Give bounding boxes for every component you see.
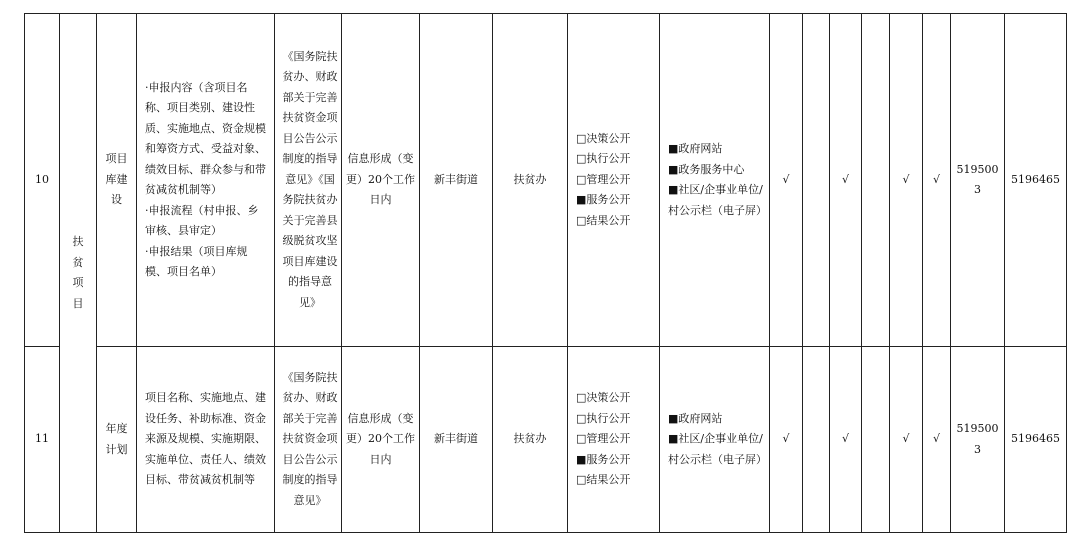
- mark-cell: √: [890, 14, 923, 347]
- category-cell: 扶 贫 项 目: [60, 14, 97, 533]
- dept-cell: 扶贫办: [493, 347, 568, 533]
- item-cell: 年度 计划: [97, 347, 137, 533]
- content-cell: 项目名称、实施地点、建设任务、补助标准、资金来源及规模、实施期限、实施单位、责任人、绩效目标、带贫减贫机制等: [137, 347, 275, 533]
- table-row: [25, 14, 1067, 347]
- basis-cell: 《国务院扶贫办、财政部关于完善扶贫资金项目公告公示制度的指导意见》《国务院扶贫办关于完善县级脱贫攻坚项目库建设的指导意见》: [275, 14, 342, 347]
- mark-cell: √: [830, 347, 862, 533]
- subject-cell: 新丰街道: [420, 14, 493, 347]
- publicity-types-cell: □决策公开 □执行公开 □管理公开 ■服务公开 □结果公开: [568, 347, 660, 533]
- mark-cell: [803, 14, 830, 347]
- mark-cell: [862, 347, 890, 533]
- row-number: 11: [25, 347, 60, 533]
- contact-cell-1: 5195003: [951, 14, 1005, 347]
- item-cell: 项目 库建 设: [97, 14, 137, 347]
- content-cell: ·申报内容（含项目名称、项目类别、建设性质、实施地点、资金规模和筹资方式、受益对象、绩效目标、群众参与和带贫减贫机制等） ·申报流程（村申报、乡审核、县审定） ·申报结果（项目库规模、项目名单）: [137, 14, 275, 347]
- disclosure-table: [24, 13, 1067, 533]
- mark-cell: √: [923, 347, 951, 533]
- contact-cell-2: 5196465: [1005, 347, 1067, 533]
- mark-cell: √: [770, 14, 803, 347]
- mark-cell: √: [830, 14, 862, 347]
- channels-cell: ■政府网站 ■社区/企事业单位/村公示栏（电子屏）: [660, 347, 770, 533]
- mark-cell: [803, 347, 830, 533]
- timeline-cell: 信息形成（变更）20个工作日内: [342, 14, 420, 347]
- contact-cell-2: 5196465: [1005, 14, 1067, 347]
- mark-cell: √: [923, 14, 951, 347]
- channels-cell: ■政府网站 ■政务服务中心 ■社区/企事业单位/村公示栏（电子屏）: [660, 14, 770, 347]
- contact-cell-1: 5195003: [951, 347, 1005, 533]
- subject-cell: 新丰街道: [420, 347, 493, 533]
- row-number: 10: [25, 14, 60, 347]
- timeline-cell: 信息形成（变更）20个工作日内: [342, 347, 420, 533]
- mark-cell: √: [890, 347, 923, 533]
- publicity-types-cell: □决策公开 □执行公开 □管理公开 ■服务公开 □结果公开: [568, 14, 660, 347]
- dept-cell: 扶贫办: [493, 14, 568, 347]
- mark-cell: [862, 14, 890, 347]
- table-row: [25, 347, 1067, 533]
- basis-cell: 《国务院扶贫办、财政部关于完善扶贫资金项目公告公示制度的指导意见》: [275, 347, 342, 533]
- mark-cell: √: [770, 347, 803, 533]
